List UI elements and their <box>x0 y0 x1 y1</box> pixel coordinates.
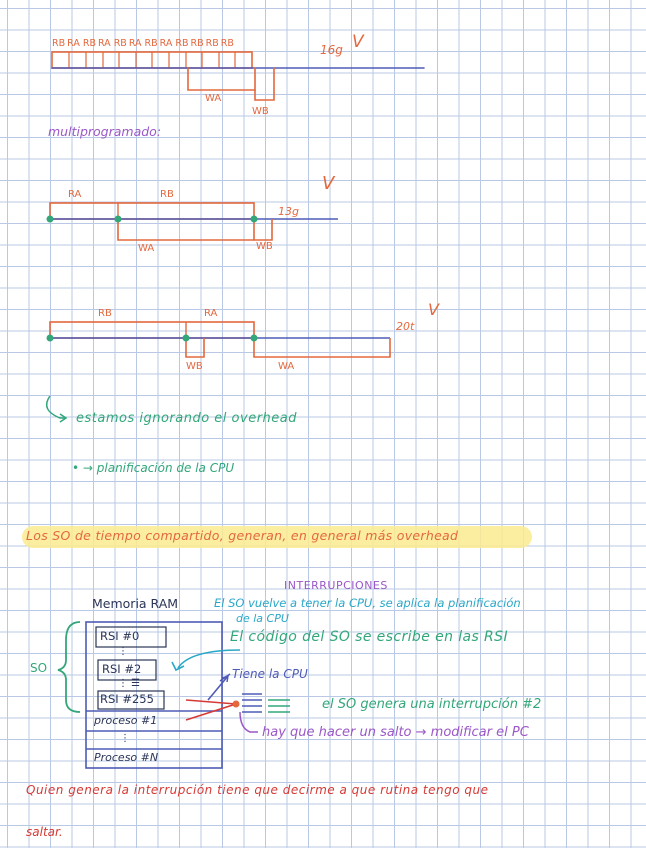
footer-line-1: Quien genera la interrupción tiene que decirme a que rutina tengo que <box>26 783 489 797</box>
timeline-3-end-label: 20t <box>396 320 415 333</box>
timeline-3-ra-label: RA <box>204 308 218 319</box>
timeline-2-cpu-bar <box>50 203 254 219</box>
timeline-3-dot <box>47 335 54 342</box>
timeline-1 <box>52 52 424 100</box>
timeline-2-wait-a-label: WA <box>138 243 155 254</box>
return-arrow <box>178 650 240 668</box>
memory-row: Proceso #N <box>94 751 159 764</box>
timeline-3-dot <box>251 335 258 342</box>
memory-label: Memoria RAM <box>92 596 179 611</box>
timeline-3-rb-label: RB <box>98 308 112 319</box>
memory-row: ⋮ <box>118 646 128 657</box>
timeline-1-segment-labels: RB RA RB RA RB RA RB RA RB RB RB RB <box>52 38 234 49</box>
note-overhead: estamos ignorando el overhead <box>76 411 297 426</box>
timeline-3-wait-b <box>186 338 204 357</box>
memory-row: ⋮ ☰ <box>118 678 141 689</box>
timeline-2-wait-a <box>118 219 254 240</box>
timeline-2-wait-b-label: WB <box>256 241 273 252</box>
jump-arrow <box>186 704 236 720</box>
timeline-1-end-label: 16g <box>320 43 343 57</box>
timeline-2-ra-label: RA <box>68 189 82 200</box>
note-cpu-return: El SO vuelve a tener la CPU, se aplica la planificación <box>214 596 521 610</box>
memory-row: RSI #2 <box>102 662 142 676</box>
has-cpu-arrow <box>208 676 228 700</box>
timeline-3-dot <box>183 335 190 342</box>
timeline-1-check: V <box>352 32 364 52</box>
footer-line-2: saltar. <box>26 825 63 839</box>
timeline-1-wait-b <box>255 68 274 100</box>
timeline-2-dot <box>47 216 54 223</box>
timeline-2-rb-label: RB <box>160 189 174 200</box>
note-has-cpu: Tiene la CPU <box>232 667 308 681</box>
timeline-3-cpu-bar <box>50 322 254 338</box>
jump-note-arrow <box>240 712 258 732</box>
timeline-2-wait-b <box>254 219 272 240</box>
timeline-1-wait-a-label: WA <box>205 93 222 104</box>
note-jump: hay que hacer un salto → modificar el PC <box>262 725 529 740</box>
memory-row: ⋮ <box>120 733 130 744</box>
note-rsi-code: El código del SO se escribe en las RSI <box>230 629 508 645</box>
so-label: SO <box>30 661 48 675</box>
bullet-planning: • → planificación de la CPU <box>72 461 235 475</box>
timeline-2-dot <box>115 216 122 223</box>
note-cpu-return-2: de la CPU <box>236 612 289 625</box>
timeline-1-wait-b-label: WB <box>252 106 269 117</box>
timeline-3-check: V <box>428 300 439 319</box>
overhead-arrow <box>47 396 66 418</box>
memory-row: proceso #1 <box>94 714 158 727</box>
interrupts-title: INTERRUPCIONES <box>284 579 388 592</box>
timeline-2-dot <box>251 216 258 223</box>
memory-row: RSI #255 <box>100 692 154 706</box>
timeline-3-wait-a-label: WA <box>278 361 295 372</box>
highlight-sentence: Los SO de tiempo compartido, generan, en general más overhead <box>26 528 459 543</box>
timeline-3-wait-b-label: WB <box>186 361 203 372</box>
timeline-3 <box>47 322 391 357</box>
multiprogram-heading: multiprogramado: <box>48 124 162 139</box>
note-interrupt: el SO genera una interrupción #2 <box>322 697 542 712</box>
timeline-3-wait-a <box>254 338 390 357</box>
memory-row: RSI #0 <box>100 629 140 643</box>
timeline-2-check: V <box>322 173 335 194</box>
timeline-1-wait-a <box>188 68 255 90</box>
timeline-2-end-label: 13g <box>278 205 299 218</box>
so-brace <box>58 622 80 712</box>
